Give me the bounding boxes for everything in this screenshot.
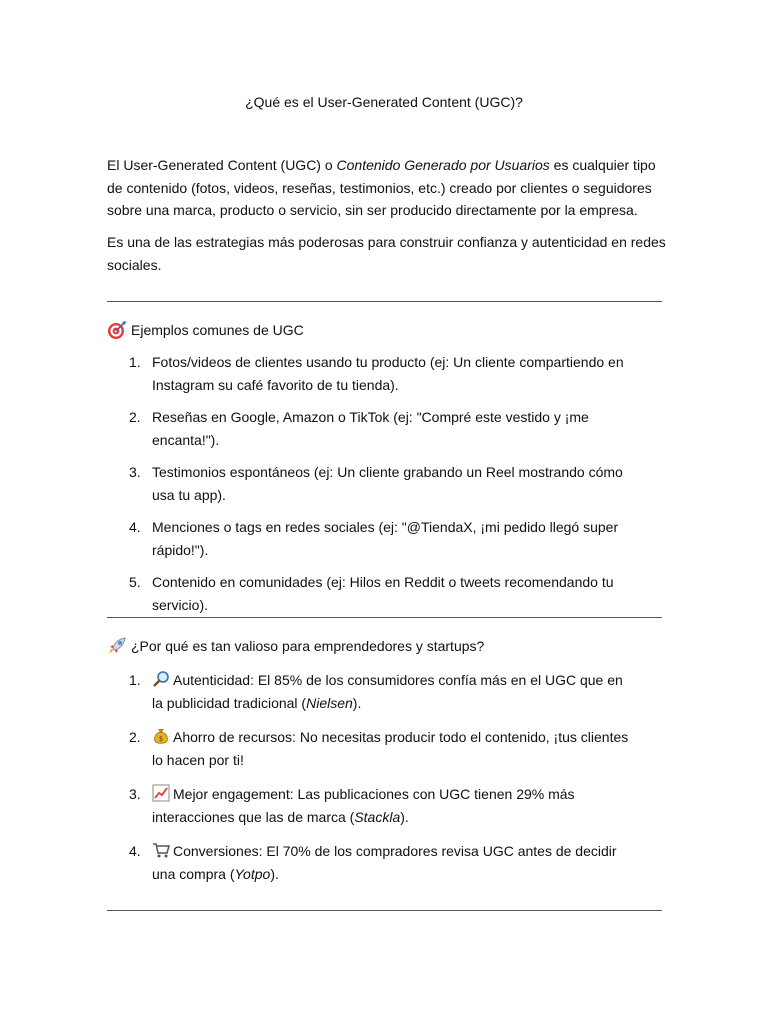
- intro-italic-term: Contenido Generado por Usuarios: [336, 157, 550, 173]
- list-item: [107, 669, 637, 714]
- divider: [107, 301, 662, 302]
- list-number: 1.: [129, 354, 141, 370]
- target-icon: [107, 320, 127, 340]
- source-name: Stackla: [354, 808, 401, 825]
- list-item: [107, 351, 637, 396]
- section-heading-examples: [107, 319, 304, 342]
- list-item-end: ).: [352, 694, 362, 711]
- list-item: [107, 840, 637, 885]
- page-title: ¿Qué es el User-Generated Content (UGC)?: [245, 94, 523, 110]
- list-item: [107, 516, 637, 561]
- list-number: 1.: [129, 672, 141, 688]
- list-item: [107, 461, 637, 506]
- cart-icon: [152, 841, 170, 859]
- list-item: [107, 783, 637, 828]
- list-item-text: Fotos/videos de clientes usando tu producto (ej: Un cliente compartiendo en Instagram su café favorito de tu tienda).: [152, 354, 624, 393]
- chart-up-icon: [152, 784, 170, 802]
- money-bag-icon: [152, 727, 170, 745]
- intro-paragraph: [107, 154, 667, 222]
- list-item-text: Mejor engagement: Las publicaciones con UGC tienen 29% más interacciones que las de marca (: [152, 786, 575, 825]
- list-item-text: Menciones o tags en redes sociales (ej: "@TiendaX, ¡mi pedido llegó super rápido!").: [152, 519, 619, 558]
- list-item-text: Autenticidad: El 85% de los consumidores confía más en el UGC que en la publicidad tradicional (: [152, 672, 623, 711]
- list-item-text: Conversiones: El 70% de los compradores revisa UGC antes de decidir una compra (: [152, 843, 617, 882]
- list-item-text: Testimonios espontáneos (ej: Un cliente grabando un Reel mostrando cómo usa tu app).: [152, 464, 623, 503]
- intro-text-end: es cualquier tipo de contenido (fotos, videos, reseñas, testimonios, etc.) creado por clientes o seguidores sobre una marca, producto o servicio, sin ser producido directamente por la empresa.: [107, 157, 656, 218]
- section-heading-value: [107, 635, 484, 658]
- section-heading-label: Ejemplos comunes de UGC: [131, 322, 304, 338]
- list-number: 3.: [129, 464, 141, 480]
- rocket-icon: [107, 636, 127, 656]
- list-item: [107, 726, 637, 771]
- list-number: 5.: [129, 574, 141, 590]
- magnifier-icon: [152, 670, 170, 688]
- list-item-end: ).: [400, 808, 409, 825]
- list-number: 4.: [129, 519, 141, 535]
- intro-text-start: El User-Generated Content (UGC) o: [107, 157, 337, 173]
- divider: [107, 910, 662, 911]
- source-name: Nielsen: [306, 694, 353, 711]
- strategy-paragraph: Es una de las estrategias más poderosas para construir confianza y autenticidad en redes sociales.: [107, 234, 666, 273]
- list-item-text: Ahorro de recursos: No necesitas producir todo el contenido, ¡tus clientes lo hacen por ti!: [152, 729, 629, 768]
- benefits-list: [107, 669, 637, 897]
- list-item-text: Contenido en comunidades (ej: Hilos en Reddit o tweets recomendando tu servicio).: [152, 574, 614, 613]
- list-item-end: ).: [270, 865, 279, 882]
- divider: [107, 617, 662, 618]
- list-item: [107, 406, 637, 451]
- list-number: 2.: [129, 409, 141, 425]
- list-item: [107, 571, 637, 616]
- list-item-text: Reseñas en Google, Amazon o TikTok (ej: "Compré este vestido y ¡me encanta!").: [152, 409, 589, 448]
- examples-list: [107, 351, 637, 626]
- list-number: 3.: [129, 786, 141, 802]
- list-number: 2.: [129, 729, 141, 745]
- list-number: 4.: [129, 843, 141, 859]
- section-heading-label: ¿Por qué es tan valioso para emprendedores y startups?: [131, 638, 485, 654]
- svg-text:$: $: [158, 735, 164, 743]
- source-name: Yotpo: [234, 865, 271, 882]
